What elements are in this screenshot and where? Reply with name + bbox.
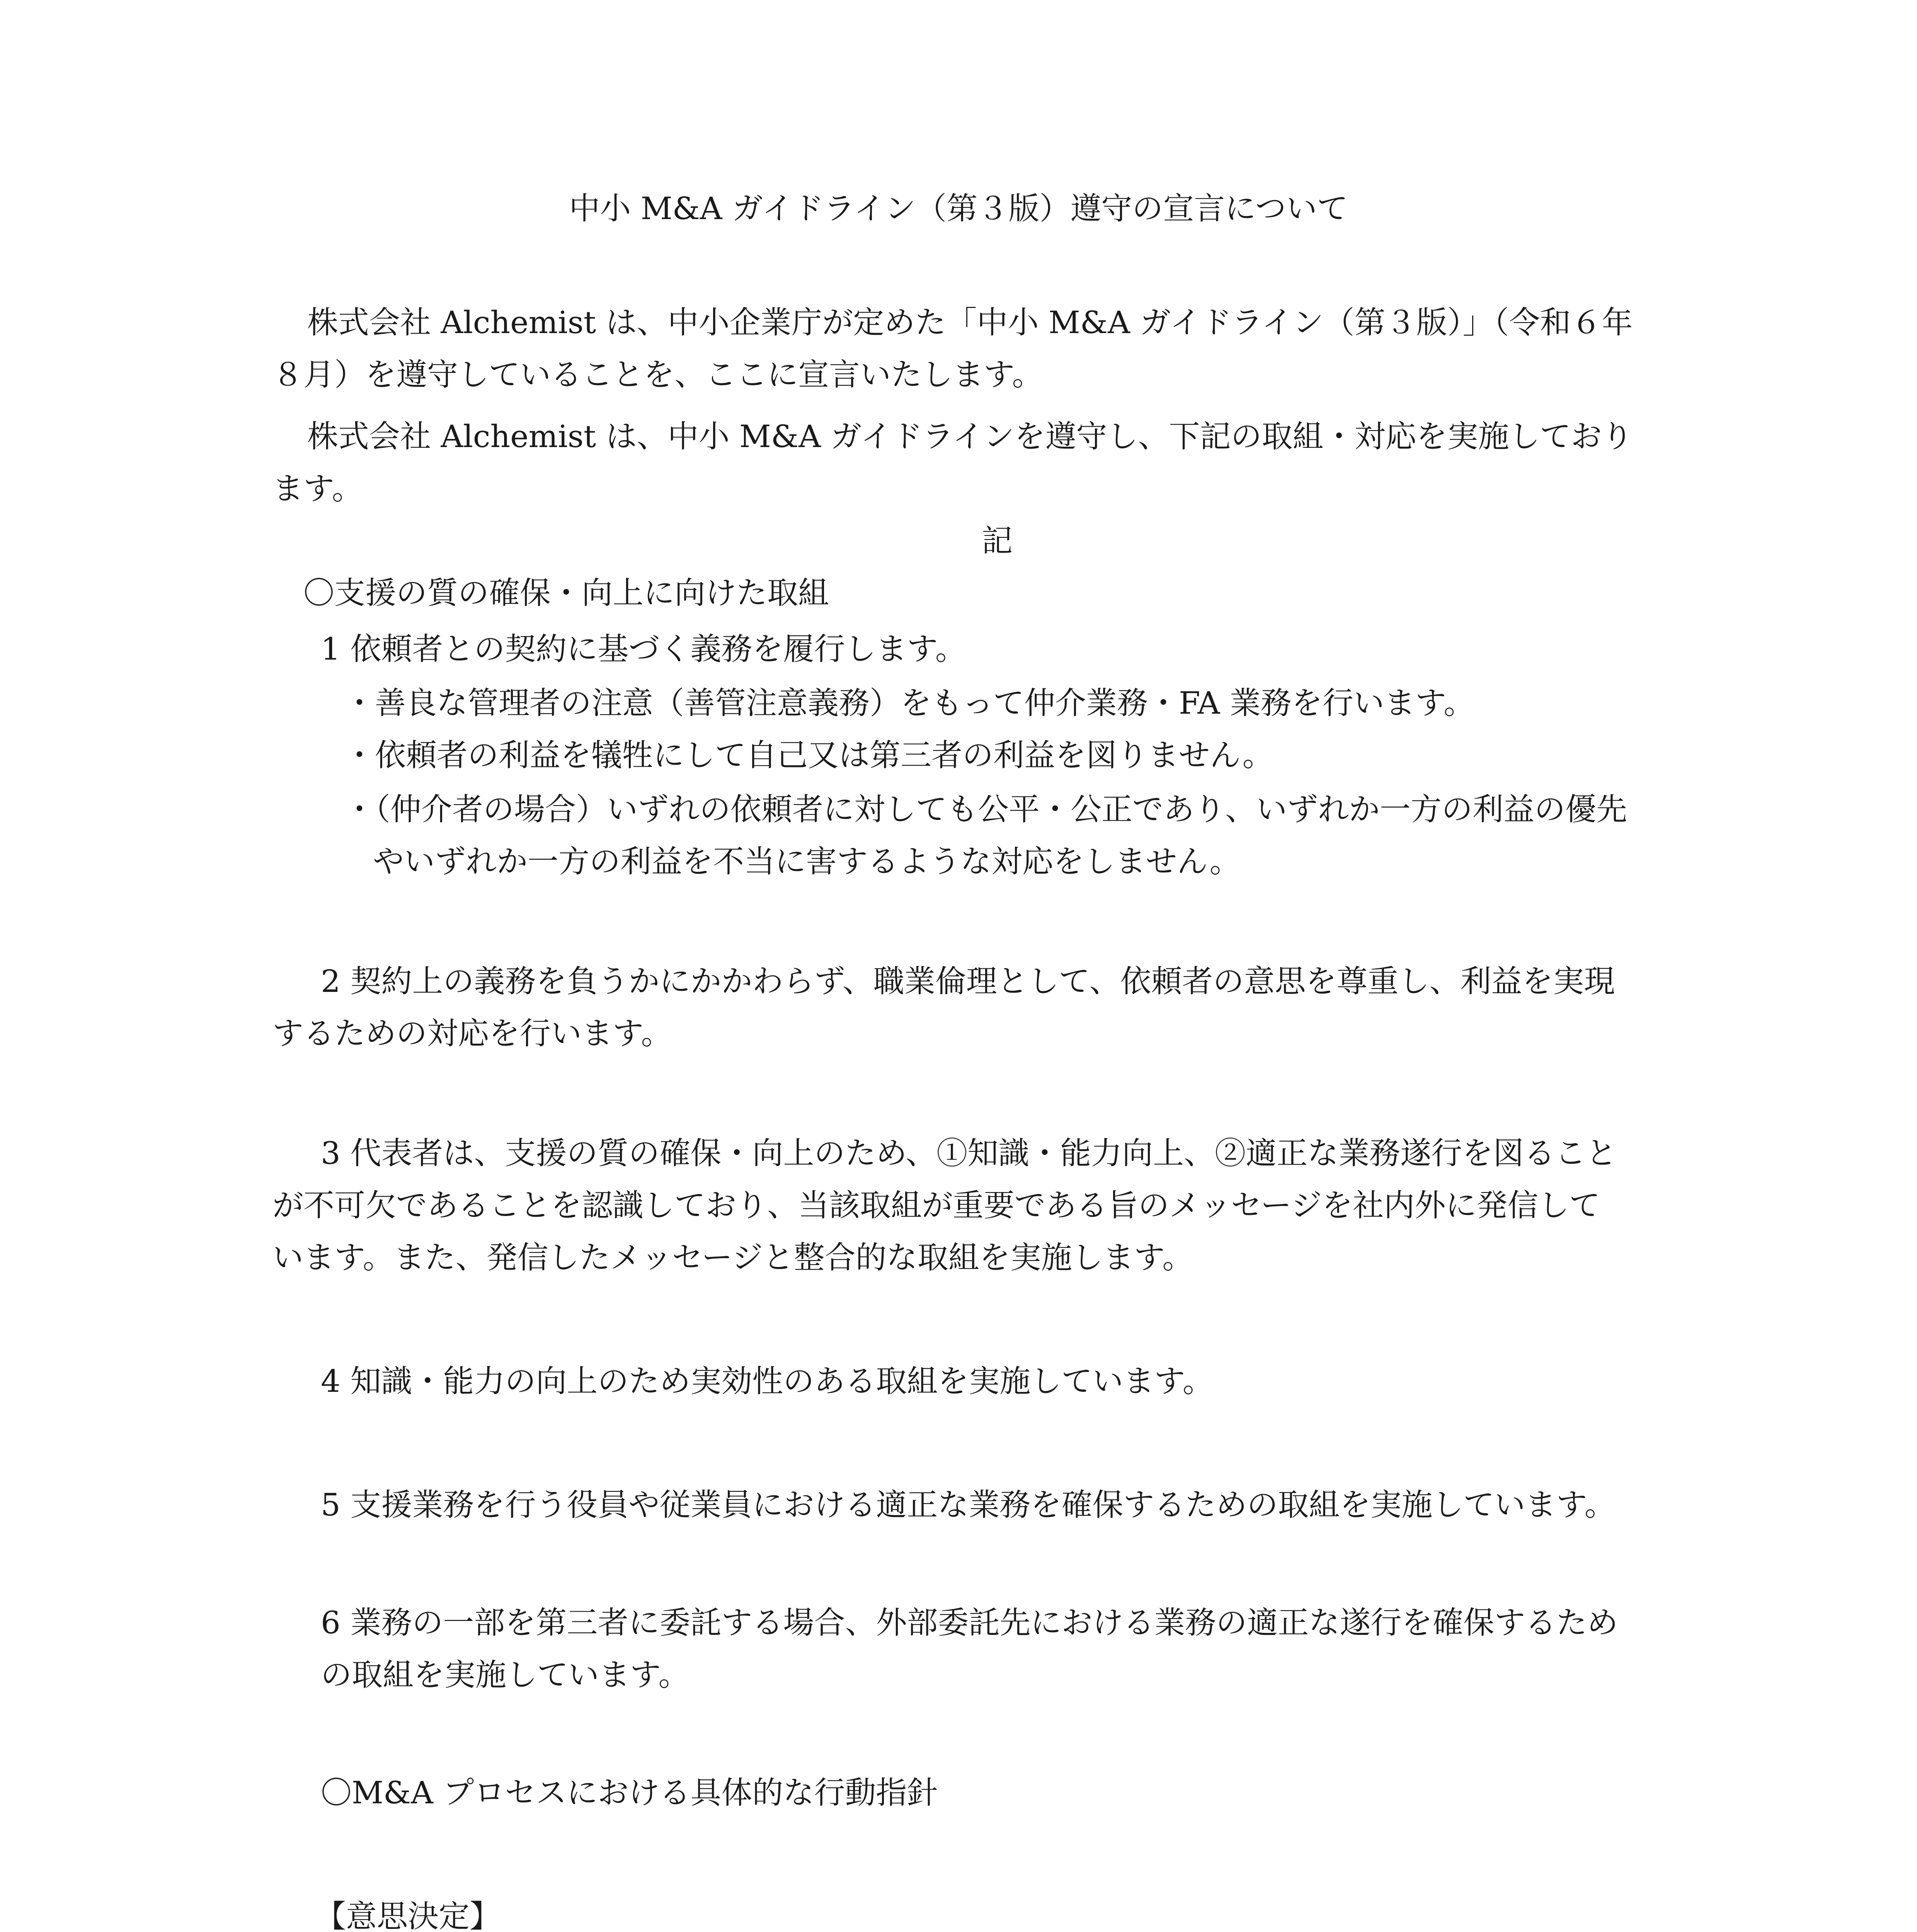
intro-line-2: ８月）を遵守していることを、ここに宣言いたします。 xyxy=(272,357,1043,393)
item-2-line-1: 2 契約上の義務を負うかにかかわらず、職業倫理として、依頼者の意思を尊重し、利益を実現 xyxy=(321,963,1615,999)
item-5: 5 支援業務を行う役員や従業員における適正な業務を確保するための取組を実施しています。 xyxy=(321,1487,1616,1523)
section-heading-support-quality: 〇支援の質の確保・向上に向けた取組 xyxy=(303,575,829,611)
section-heading-ma-process: 〇M&A プロセスにおける具体的な行動指針 xyxy=(321,1775,938,1811)
intro-line-3: 株式会社 Alchemist は、中小 M&A ガイドラインを遵守し、下記の取組・対応を実施しており xyxy=(307,418,1633,454)
item-1-bullet-1: ・善良な管理者の注意（善管注意義務）をもって仲介業務・FA 業務を行います。 xyxy=(344,685,1475,721)
intro-line-1: 株式会社 Alchemist は、中小企業庁が定めた「中小 M&A ガイドライン（第３版）」（令和６年 xyxy=(307,304,1633,340)
item-1-bullet-2: ・依頼者の利益を犠牲にして自己又は第三者の利益を図りません。 xyxy=(344,737,1273,773)
item-2-line-2: するための対応を行います。 xyxy=(272,1015,672,1051)
ki-marker: 記 xyxy=(982,523,1013,559)
item-1-bullet-3-cont: やいずれか一方の利益を不当に害するような対応をしません。 xyxy=(373,844,1241,879)
subheading-decision-making: 【意思決定】 xyxy=(315,1898,501,1932)
intro-line-4: ます。 xyxy=(272,471,363,507)
item-6-line-1: 6 業務の一部を第三者に委託する場合、外部委託先における業務の適正な遂行を確保するため xyxy=(321,1605,1618,1641)
item-3-line-2: が不可欠であることを認識しており、当該取組が重要である旨のメッセージを社内外に発信して xyxy=(272,1187,1600,1223)
item-4: 4 知識・能力の向上のため実効性のある取組を実施しています。 xyxy=(321,1363,1214,1399)
item-1-bullet-3: ・（仲介者の場合）いずれの依頼者に対しても公平・公正であり、いずれか一方の利益の優先 xyxy=(344,791,1627,827)
item-6-line-2: の取組を実施しています。 xyxy=(321,1657,690,1693)
item-3-line-3: います。また、発信したメッセージと整合的な取組を実施します。 xyxy=(272,1240,1193,1276)
item-3-line-1: 3 代表者は、支援の質の確保・向上のため、①知識・能力向上、②適正な業務遂行を図ること xyxy=(321,1135,1617,1171)
item-1-lead: 1 依頼者との契約に基づく義務を履行します。 xyxy=(321,631,966,667)
document-title: 中小 M&A ガイドライン（第３版）遵守の宣言について xyxy=(569,190,1348,226)
